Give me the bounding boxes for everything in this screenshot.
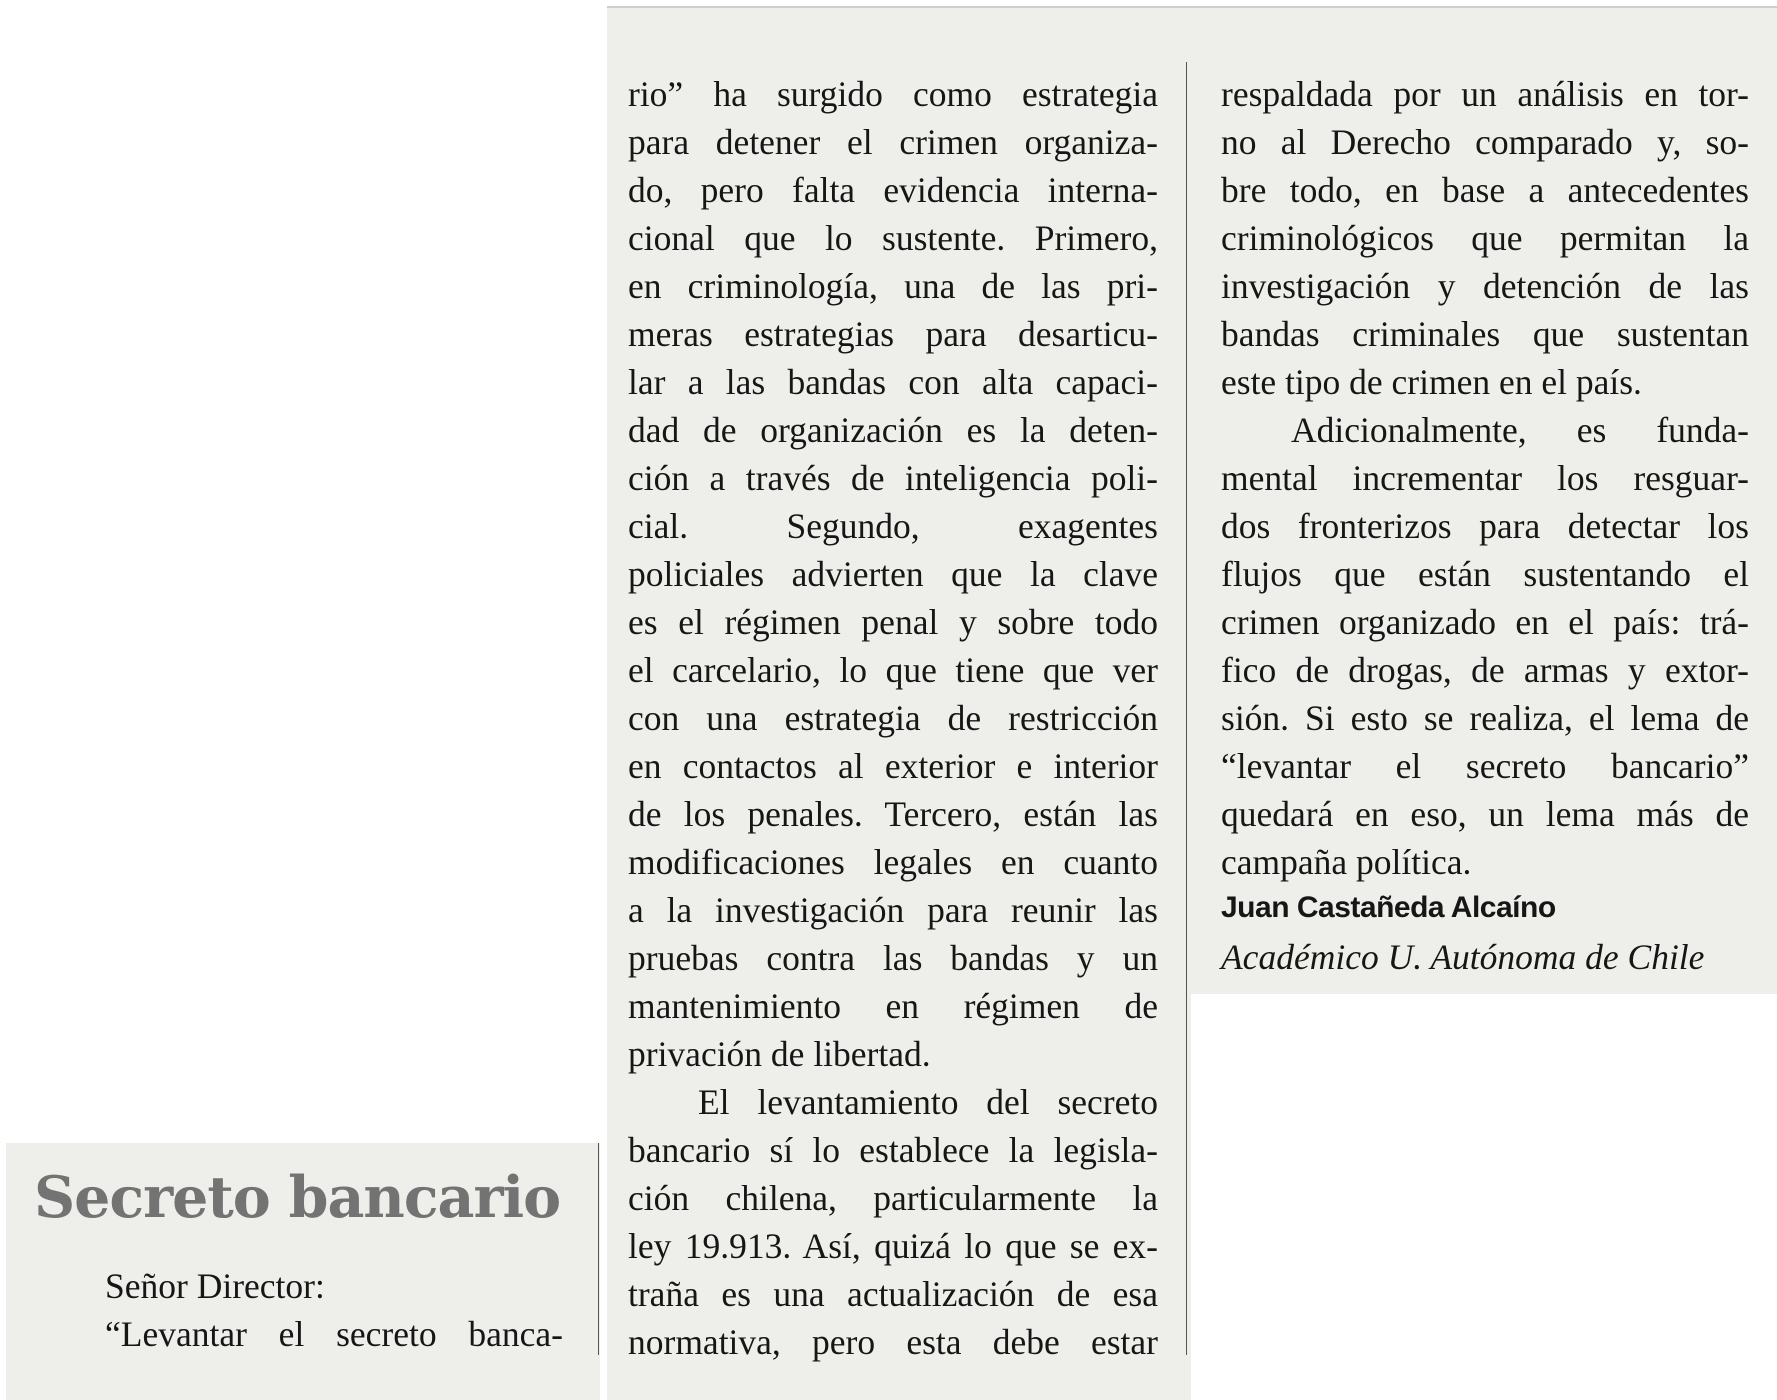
body-line: este tipo de crimen en el país. bbox=[1221, 362, 1642, 402]
body-line: para detener el crimen organiza- bbox=[628, 122, 1158, 162]
body-line: respaldada por un análisis en tor- bbox=[1221, 74, 1749, 114]
body-line: traña es una actualización de esa bbox=[628, 1274, 1158, 1314]
body-line: dad de organización es la deten- bbox=[628, 410, 1158, 450]
body-line: “levantar el secreto bancario” bbox=[1221, 746, 1749, 786]
body-line: cial. Segundo, exagentes bbox=[628, 506, 1158, 546]
body-line: es el régimen penal y sobre todo bbox=[628, 602, 1158, 642]
body-line: quedará en eso, un lema más de bbox=[1221, 794, 1749, 834]
body-line: dos fronterizos para detectar los bbox=[1221, 506, 1749, 546]
body-line: pruebas contra las bandas y un bbox=[628, 938, 1158, 978]
body-line: ley 19.913. Así, quizá lo que se ex- bbox=[628, 1226, 1158, 1266]
body-line: criminológicos que permitan la bbox=[1221, 218, 1749, 258]
body-line: privación de libertad. bbox=[628, 1034, 931, 1074]
column-divider bbox=[1186, 62, 1187, 1355]
body-line: el carcelario, lo que tiene que ver bbox=[628, 650, 1158, 690]
body-line: meras estrategias para desarticu- bbox=[628, 314, 1158, 354]
body-line: bandas criminales que sustentan bbox=[1221, 314, 1749, 354]
body-line: El levantamiento del secreto bbox=[698, 1082, 1158, 1122]
body-line: policiales advierten que la clave bbox=[628, 554, 1158, 594]
body-line: bre todo, en base a antecedentes bbox=[1221, 170, 1749, 210]
body-line: “Levantar el secreto banca- bbox=[105, 1314, 563, 1354]
body-line: bancario sí lo establece la legisla- bbox=[628, 1130, 1158, 1170]
body-line: crimen organizado en el país: trá- bbox=[1221, 602, 1749, 642]
body-line: normativa, pero esta debe estar bbox=[628, 1322, 1158, 1362]
body-line: campaña política. bbox=[1221, 842, 1472, 882]
body-line: no al Derecho comparado y, so- bbox=[1221, 122, 1749, 162]
body-line: ción a través de inteligencia poli- bbox=[628, 458, 1158, 498]
body-line: de los penales. Tercero, están las bbox=[628, 794, 1158, 834]
body-line: lar a las bandas con alta capaci- bbox=[628, 362, 1158, 402]
body-line: do, pero falta evidencia interna- bbox=[628, 170, 1158, 210]
body-line: a la investigación para reunir las bbox=[628, 890, 1158, 930]
body-line: Adicionalmente, es funda- bbox=[1291, 410, 1749, 450]
body-line: sión. Si esto se realiza, el lema de bbox=[1221, 698, 1749, 738]
body-line: en contactos al exterior e interior bbox=[628, 746, 1158, 786]
author-name: Juan Castañeda Alcaíno bbox=[1221, 891, 1556, 924]
body-line: en criminología, una de las pri- bbox=[628, 266, 1158, 306]
salutation: Señor Director: bbox=[105, 1266, 325, 1306]
column-divider bbox=[598, 1143, 599, 1355]
body-line: rio” ha surgido como estrategia bbox=[628, 74, 1158, 114]
body-line: fico de drogas, de armas y extor- bbox=[1221, 650, 1749, 690]
letter-title: Secreto bancario bbox=[34, 1164, 561, 1231]
body-line: mental incrementar los resguar- bbox=[1221, 458, 1749, 498]
body-line: modificaciones legales en cuanto bbox=[628, 842, 1158, 882]
body-line: mantenimiento en régimen de bbox=[628, 986, 1158, 1026]
body-line: cional que lo sustente. Primero, bbox=[628, 218, 1158, 258]
body-line: con una estrategia de restricción bbox=[628, 698, 1158, 738]
author-title: Académico U. Autónoma de Chile bbox=[1221, 937, 1705, 977]
body-line: flujos que están sustentando el bbox=[1221, 554, 1749, 594]
body-line: investigación y detención de las bbox=[1221, 266, 1749, 306]
body-line: ción chilena, particularmente la bbox=[628, 1178, 1158, 1218]
